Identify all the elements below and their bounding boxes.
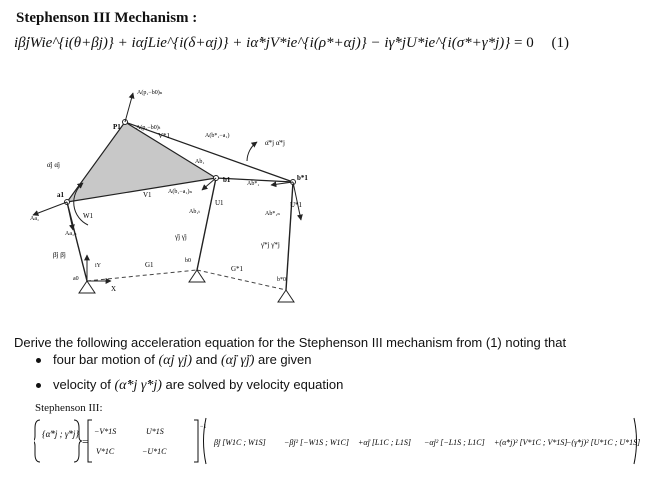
accel-vector-p1-n [125,93,133,122]
ground-g1-star [197,270,286,290]
stephenson-subheading: Stephenson III: [35,402,103,414]
label-u1-star: U*1 [290,201,303,209]
bullet-1-param-1: (α̇j γ̇j) [158,353,192,368]
label-b1: b1 [223,176,231,184]
right-brace [74,420,82,462]
loop-closure-equation [14,35,569,52]
bullet-dot [36,358,41,363]
pivot-b0-star [278,290,294,302]
label-ab-diff: A(b₁−a₁)ₙ [168,189,193,195]
label-ab1t: Ab₁ₜ [189,209,200,215]
label-beta-dots: β̈j β̇j [53,251,66,259]
label-gamma-star-dots: γ̈*j γ̇*j [261,241,280,249]
bullet-four-bar [36,352,312,369]
link-u1-star [286,182,293,290]
matrix-bracket-left [88,420,92,462]
label-gamma-dots: γ̈j γ̇j [175,233,187,241]
bullet-1-prefix: four bar motion of [53,352,155,367]
label-iy: iY [95,263,101,269]
accel-unknowns: {α̈*j ; γ̈*j} [42,429,79,439]
arc-alpha-star [247,142,257,161]
bullet-1-suffix: are given [258,352,312,367]
bullet-dot [36,383,41,388]
matrix-cell-22: −U*1C [142,447,167,456]
label-ap-t: A(p₁−b0)ₜ [136,125,161,131]
pivot-a0 [79,281,95,293]
label-w1: W1 [83,212,94,220]
label-a1: a1 [57,191,64,199]
equation-number: (1) [551,35,570,51]
accel-term-6: −(γ̇*j)² [U*1C ; U*1S] [566,438,641,447]
label-a-a1n: Aa₁ₙ [65,231,77,237]
matrix-cell-21: V*1C [96,447,115,456]
label-g1-star: G*1 [231,265,244,273]
label-a0: a0 [73,276,79,282]
loop-equation-lhs: iβ̇jWie^{i(θ+βj)} + iα̇jLie^{i(δ+αj)} + iα̇*jV*ie^{i(ρ*+αj)} − iγ̇*jU*ie^{i(σ*+γ*j)} [14,35,511,51]
label-v1: V1 [143,191,152,199]
bullet-2-param: (α̇*j γ̇*j) [114,378,162,393]
accel-term-2: −β̇j² [−W1S ; W1C] [284,438,349,447]
inverse-mark: −1 [200,424,207,430]
matrix-bracket-right [194,420,198,462]
accel-term-3: +α̈j [L1C ; L1S] [358,438,411,447]
coupler-triangle [67,122,216,202]
label-ab1: Ab₁ [195,159,205,165]
accel-term-1: β̈j [W1C ; W1S] [214,438,266,447]
acceleration-equation [34,416,646,466]
matrix-cell-12: U*1S [146,427,164,436]
link-u1 [197,178,216,270]
label-b0-star: b*0 [277,277,286,283]
pivot-b0 [189,270,205,282]
label-x: X [111,285,117,293]
accel-vector-a1-t [33,202,67,215]
label-g1: G1 [145,261,154,269]
accel-term-5: +(α̇*j)² [V*1C ; V*1S] [494,438,568,447]
label-ab1n-r: Ab*₁ₙ [265,211,281,217]
label-b0: b0 [185,258,191,264]
bullet-2-prefix: velocity of [53,377,111,392]
label-p1: P1 [113,123,121,131]
accel-term-4: −α̇j² [−L1S ; L1C] [424,438,485,447]
label-ab-n: Ab*₁ [247,181,260,187]
label-ap: A(p₁−b0)ₙ [137,90,163,96]
equals-sign: = [82,436,89,448]
page-title: Stephenson III Mechanism : [16,10,198,26]
derive-instructions: Derive the following acceleration equation for the Stephenson III mechanism from (1) noting that [14,335,567,350]
bullet-1-param-2: (α̈j γ̈j) [220,353,255,368]
label-v1-star: V*1 [158,132,171,140]
bullet-1-mid: and [195,352,218,367]
accel-vector-b1-star-n [271,182,293,185]
label-alpha-star-dots: α̈*j α̇*j [265,139,285,147]
label-a-a1: Aa₁ [30,216,40,222]
bullet-2-suffix: are solved by velocity equation [165,377,344,392]
label-u1: U1 [215,199,224,207]
mechanism-diagram [25,85,335,310]
bullet-velocity [36,377,343,394]
accel-vector-a1-n [67,202,73,230]
label-alpha-dots: α̈j α̇j [47,161,60,169]
left-brace [34,420,40,462]
ground-g1 [87,270,197,281]
loop-equation-rhs: = 0 [514,35,534,51]
label-b1-star: b*1 [297,174,308,182]
label-ab-a: A(b*₁−a₁) [205,133,230,139]
matrix-cell-11: −V*1S [94,427,117,436]
